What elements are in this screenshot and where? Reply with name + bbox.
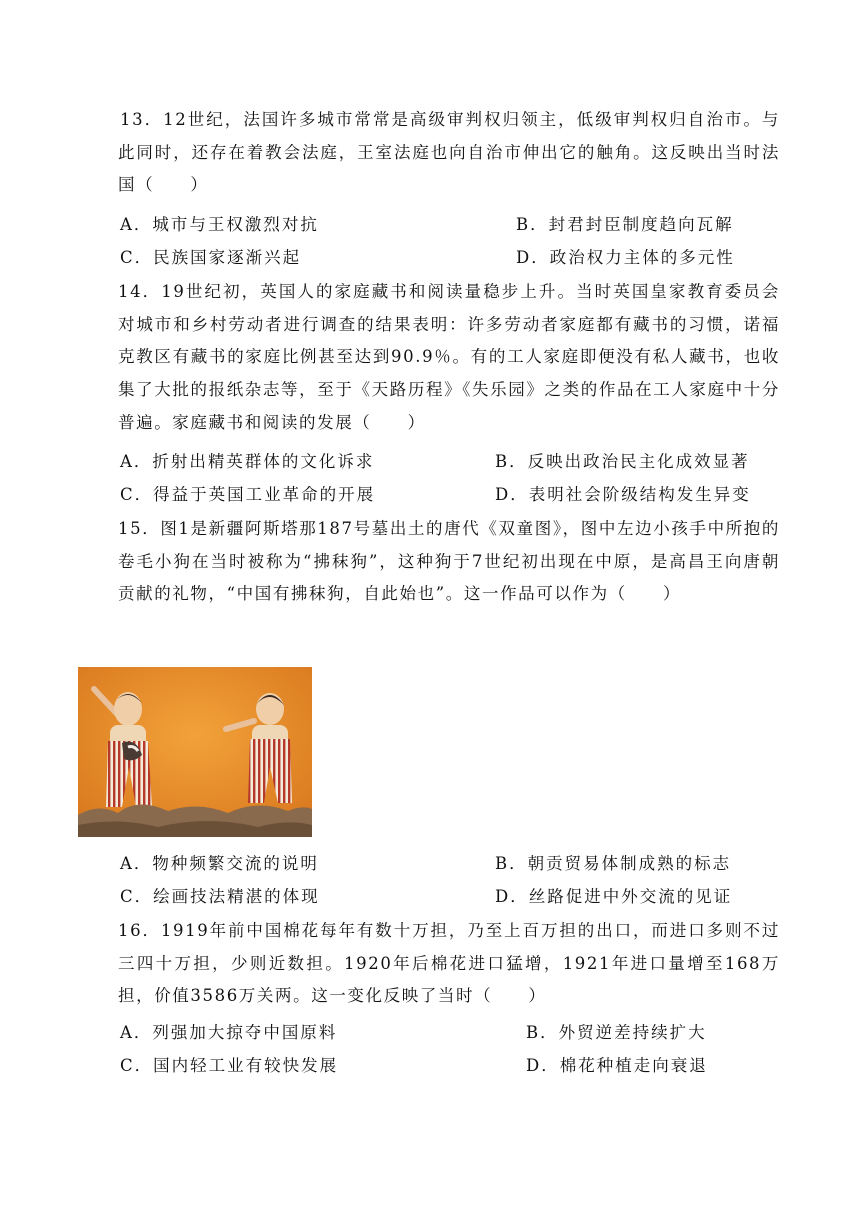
question-14-stem: 14．19世纪初，英国人的家庭藏书和阅读量稳步上升。当时英国皇家教育委员会对城市和乡村劳动者进行调查的结果表明：许多劳动者家庭都有藏书的习惯，诺福克教区有藏书的家庭比例甚至达到90.9％。有的工人家庭即便没有私人藏书，也收集了大批的报纸杂志等，至于《天路历程》《失乐园》之类的作品在工人家庭中十分普遍。家庭藏书和阅读的发展（ ） <box>118 282 780 432</box>
q15-option-c: C．绘画技法精湛的体现 <box>120 887 320 906</box>
q13-option-a: A．城市与王权激烈对抗 <box>120 215 319 234</box>
question-16-stem: 16．1919年前中国棉花每年有数十万担，乃至上百万担的出口，而进口多则不过三四十万担，少则近数担。1920年后棉花进口猛增，1921年进口量增至168万担，价值3586万关两。这一变化反映了当时（ ） <box>118 921 780 1006</box>
q15-option-a: A．物种频繁交流的说明 <box>120 854 319 873</box>
q15-option-b: B．朝贡贸易体制成熟的标志 <box>495 854 732 873</box>
q13-option-d: D．政治权力主体的多元性 <box>516 248 735 267</box>
q13-option-b: B．封君封臣制度趋向瓦解 <box>516 215 734 234</box>
twin-children-painting <box>78 667 312 837</box>
q14-option-a: A．折射出精英群体的文化诉求 <box>120 452 375 471</box>
q15-option-d: D．丝路促进中外交流的见证 <box>495 887 733 906</box>
q13-option-c: C．民族国家逐渐兴起 <box>120 248 302 267</box>
q16-option-d: D．棉花种植走向衰退 <box>526 1056 708 1075</box>
q14-option-b: B．反映出政治民主化成效显著 <box>495 452 750 471</box>
q14-option-c: C．得益于英国工业革命的开展 <box>120 485 376 504</box>
question-15-stem: 15．图1是新疆阿斯塔那187号墓出土的唐代《双童图》，图中左边小孩手中所抱的卷毛小狗在当时被称为“拂秣狗”，这种狗于7世纪初出现在中原，是高昌王向唐朝贡献的礼物，“中国有拂秣狗，自此始也”。这一作品可以作为（ ） <box>118 519 780 604</box>
q14-option-d: D．表明社会阶级结构发生异变 <box>495 485 751 504</box>
q16-option-a: A．列强加大掠夺中国原料 <box>120 1023 338 1042</box>
question-13-stem: 13．12世纪，法国许多城市常常是高级审判权归领主，低级审判权归自治市。与此同时，还存在着教会法庭，王室法庭也向自治市伸出它的触角。这反映出当时法国（ ） <box>118 110 780 195</box>
q16-option-c: C．国内轻工业有较快发展 <box>120 1056 339 1075</box>
q16-option-b: B．外贸逆差持续扩大 <box>526 1023 707 1042</box>
